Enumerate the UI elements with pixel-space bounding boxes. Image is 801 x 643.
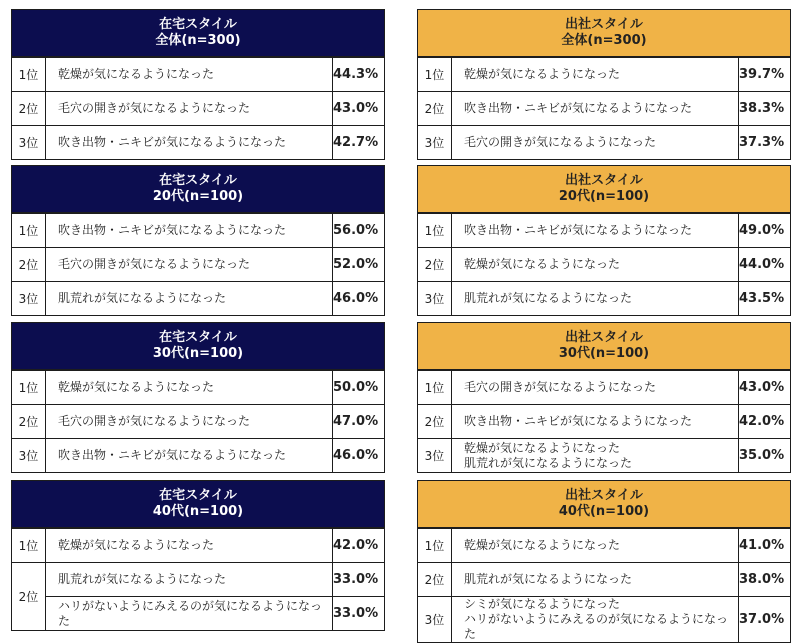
percent-cell: 38.0% bbox=[739, 563, 791, 597]
rank-cell: 1位 bbox=[12, 371, 46, 405]
item-cell: 毛穴の開きが気になるようになった bbox=[452, 371, 739, 405]
percent-cell: 44.0% bbox=[739, 248, 791, 282]
header-title: 出社スタイル bbox=[565, 173, 643, 188]
table-row bbox=[418, 214, 791, 248]
office-20s-block bbox=[417, 165, 791, 316]
header-subtitle: 20代(n=100) bbox=[152, 189, 244, 204]
percent-cell: 43.0% bbox=[333, 92, 385, 126]
item-cell: 毛穴の開きが気になるようになった bbox=[46, 92, 333, 126]
percent-cell: 43.0% bbox=[739, 371, 791, 405]
item-cell: 乾燥が気になるようになった 肌荒れが気になるようになった bbox=[452, 439, 739, 473]
office-40s-header bbox=[417, 480, 791, 528]
header-subtitle: 30代(n=100) bbox=[558, 346, 650, 361]
ranking-table bbox=[417, 57, 791, 160]
home-all-header bbox=[11, 9, 385, 57]
percent-cell: 50.0% bbox=[333, 371, 385, 405]
percent-cell: 37.0% bbox=[739, 597, 791, 643]
header-title: 在宅スタイル bbox=[159, 17, 237, 32]
table-row bbox=[418, 439, 791, 473]
percent-cell: 38.3% bbox=[739, 92, 791, 126]
table-row bbox=[418, 126, 791, 160]
item-cell: 吹き出物・ニキビが気になるようになった bbox=[46, 214, 333, 248]
item-cell: 肌荒れが気になるようになった bbox=[452, 282, 739, 316]
table-row bbox=[418, 248, 791, 282]
table-row bbox=[418, 597, 791, 643]
rank-cell: 1位 bbox=[418, 214, 452, 248]
percent-cell: 43.5% bbox=[739, 282, 791, 316]
item-cell: 吹き出物・ニキビが気になるようになった bbox=[452, 92, 739, 126]
rank-cell: 3位 bbox=[12, 126, 46, 160]
header-subtitle: 40代(n=100) bbox=[152, 504, 244, 519]
rank-cell: 2位 bbox=[12, 92, 46, 126]
rank-cell: 3位 bbox=[418, 597, 452, 643]
office-all-header bbox=[417, 9, 791, 57]
item-cell: 肌荒れが気になるようになった bbox=[46, 563, 333, 597]
header-subtitle: 全体(n=300) bbox=[155, 33, 241, 48]
percent-cell: 33.0% bbox=[333, 563, 385, 597]
home-all-block bbox=[11, 9, 385, 160]
table-row bbox=[418, 371, 791, 405]
item-cell: 毛穴の開きが気になるようになった bbox=[46, 248, 333, 282]
home-30s-block bbox=[11, 322, 385, 473]
rank-cell: 2位 bbox=[12, 563, 46, 631]
item-cell: 乾燥が気になるようになった bbox=[46, 371, 333, 405]
percent-cell: 47.0% bbox=[333, 405, 385, 439]
table-row bbox=[12, 58, 385, 92]
rank-cell: 3位 bbox=[418, 282, 452, 316]
header-subtitle: 全体(n=300) bbox=[561, 33, 647, 48]
percent-cell: 42.7% bbox=[333, 126, 385, 160]
item-cell: 乾燥が気になるようになった bbox=[46, 529, 333, 563]
item-cell: 吹き出物・ニキビが気になるようになった bbox=[46, 126, 333, 160]
item-cell: 吹き出物・ニキビが気になるようになった bbox=[452, 405, 739, 439]
header-title: 出社スタイル bbox=[565, 488, 643, 503]
home-20s-block bbox=[11, 165, 385, 316]
ranking-table bbox=[11, 57, 385, 160]
percent-cell: 35.0% bbox=[739, 439, 791, 473]
table-row bbox=[12, 248, 385, 282]
rank-cell: 2位 bbox=[12, 405, 46, 439]
item-cell: 乾燥が気になるようになった bbox=[452, 58, 739, 92]
item-cell: 乾燥が気になるようになった bbox=[452, 248, 739, 282]
home-40s-header bbox=[11, 480, 385, 528]
percent-cell: 33.0% bbox=[333, 597, 385, 631]
table-row bbox=[12, 282, 385, 316]
item-cell: 乾燥が気になるようになった bbox=[46, 58, 333, 92]
table-row bbox=[418, 529, 791, 563]
percent-cell: 39.7% bbox=[739, 58, 791, 92]
table-row bbox=[418, 58, 791, 92]
table-row bbox=[418, 563, 791, 597]
item-cell: 肌荒れが気になるようになった bbox=[452, 563, 739, 597]
header-title: 在宅スタイル bbox=[159, 173, 237, 188]
header-subtitle: 30代(n=100) bbox=[152, 346, 244, 361]
rank-cell: 3位 bbox=[418, 439, 452, 473]
office-30s-block bbox=[417, 322, 791, 473]
item-cell: 吹き出物・ニキビが気になるようになった bbox=[452, 214, 739, 248]
home-30s-header bbox=[11, 322, 385, 370]
rank-cell: 2位 bbox=[418, 405, 452, 439]
percent-cell: 46.0% bbox=[333, 439, 385, 473]
office-20s-header bbox=[417, 165, 791, 213]
ranking-table bbox=[11, 528, 385, 631]
ranking-table bbox=[417, 370, 791, 473]
rank-cell: 3位 bbox=[418, 126, 452, 160]
table-row bbox=[12, 126, 385, 160]
rank-cell: 1位 bbox=[418, 58, 452, 92]
rank-cell: 3位 bbox=[12, 282, 46, 316]
percent-cell: 44.3% bbox=[333, 58, 385, 92]
percent-cell: 42.0% bbox=[333, 529, 385, 563]
item-cell: 毛穴の開きが気になるようになった bbox=[452, 126, 739, 160]
table-row bbox=[12, 371, 385, 405]
table-row bbox=[12, 214, 385, 248]
home-40s-block bbox=[11, 480, 385, 631]
item-cell: 肌荒れが気になるようになった bbox=[46, 282, 333, 316]
table-row bbox=[12, 597, 385, 631]
percent-cell: 52.0% bbox=[333, 248, 385, 282]
rank-cell: 1位 bbox=[418, 371, 452, 405]
ranking-table bbox=[417, 528, 791, 643]
table-row bbox=[12, 529, 385, 563]
office-40s-block bbox=[417, 480, 791, 643]
percent-cell: 56.0% bbox=[333, 214, 385, 248]
rank-cell: 1位 bbox=[418, 529, 452, 563]
percent-cell: 37.3% bbox=[739, 126, 791, 160]
header-subtitle: 20代(n=100) bbox=[558, 189, 650, 204]
table-row bbox=[12, 405, 385, 439]
rank-cell: 1位 bbox=[12, 58, 46, 92]
percent-cell: 46.0% bbox=[333, 282, 385, 316]
header-subtitle: 40代(n=100) bbox=[558, 504, 650, 519]
table-row bbox=[418, 405, 791, 439]
office-30s-header bbox=[417, 322, 791, 370]
header-title: 在宅スタイル bbox=[159, 488, 237, 503]
item-cell: 乾燥が気になるようになった bbox=[452, 529, 739, 563]
header-title: 出社スタイル bbox=[565, 330, 643, 345]
table-row bbox=[12, 92, 385, 126]
table-row bbox=[12, 439, 385, 473]
rank-cell: 1位 bbox=[12, 214, 46, 248]
ranking-table bbox=[11, 370, 385, 473]
home-20s-header bbox=[11, 165, 385, 213]
rank-cell: 2位 bbox=[12, 248, 46, 282]
table-row bbox=[12, 563, 385, 597]
item-cell: 吹き出物・ニキビが気になるようになった bbox=[46, 439, 333, 473]
header-title: 出社スタイル bbox=[565, 17, 643, 32]
item-cell: シミが気になるようになった ハリがないようにみえるのが気になるようになった bbox=[452, 597, 739, 643]
percent-cell: 41.0% bbox=[739, 529, 791, 563]
percent-cell: 49.0% bbox=[739, 214, 791, 248]
ranking-table bbox=[11, 213, 385, 316]
item-cell: ハリがないようにみえるのが気になるようになった bbox=[46, 597, 333, 631]
rank-cell: 2位 bbox=[418, 248, 452, 282]
rank-cell: 3位 bbox=[12, 439, 46, 473]
rank-cell: 2位 bbox=[418, 92, 452, 126]
office-all-block bbox=[417, 9, 791, 160]
table-row bbox=[418, 92, 791, 126]
header-title: 在宅スタイル bbox=[159, 330, 237, 345]
item-cell: 毛穴の開きが気になるようになった bbox=[46, 405, 333, 439]
rank-cell: 2位 bbox=[418, 563, 452, 597]
percent-cell: 42.0% bbox=[739, 405, 791, 439]
rank-cell: 1位 bbox=[12, 529, 46, 563]
table-row bbox=[418, 282, 791, 316]
ranking-table bbox=[417, 213, 791, 316]
